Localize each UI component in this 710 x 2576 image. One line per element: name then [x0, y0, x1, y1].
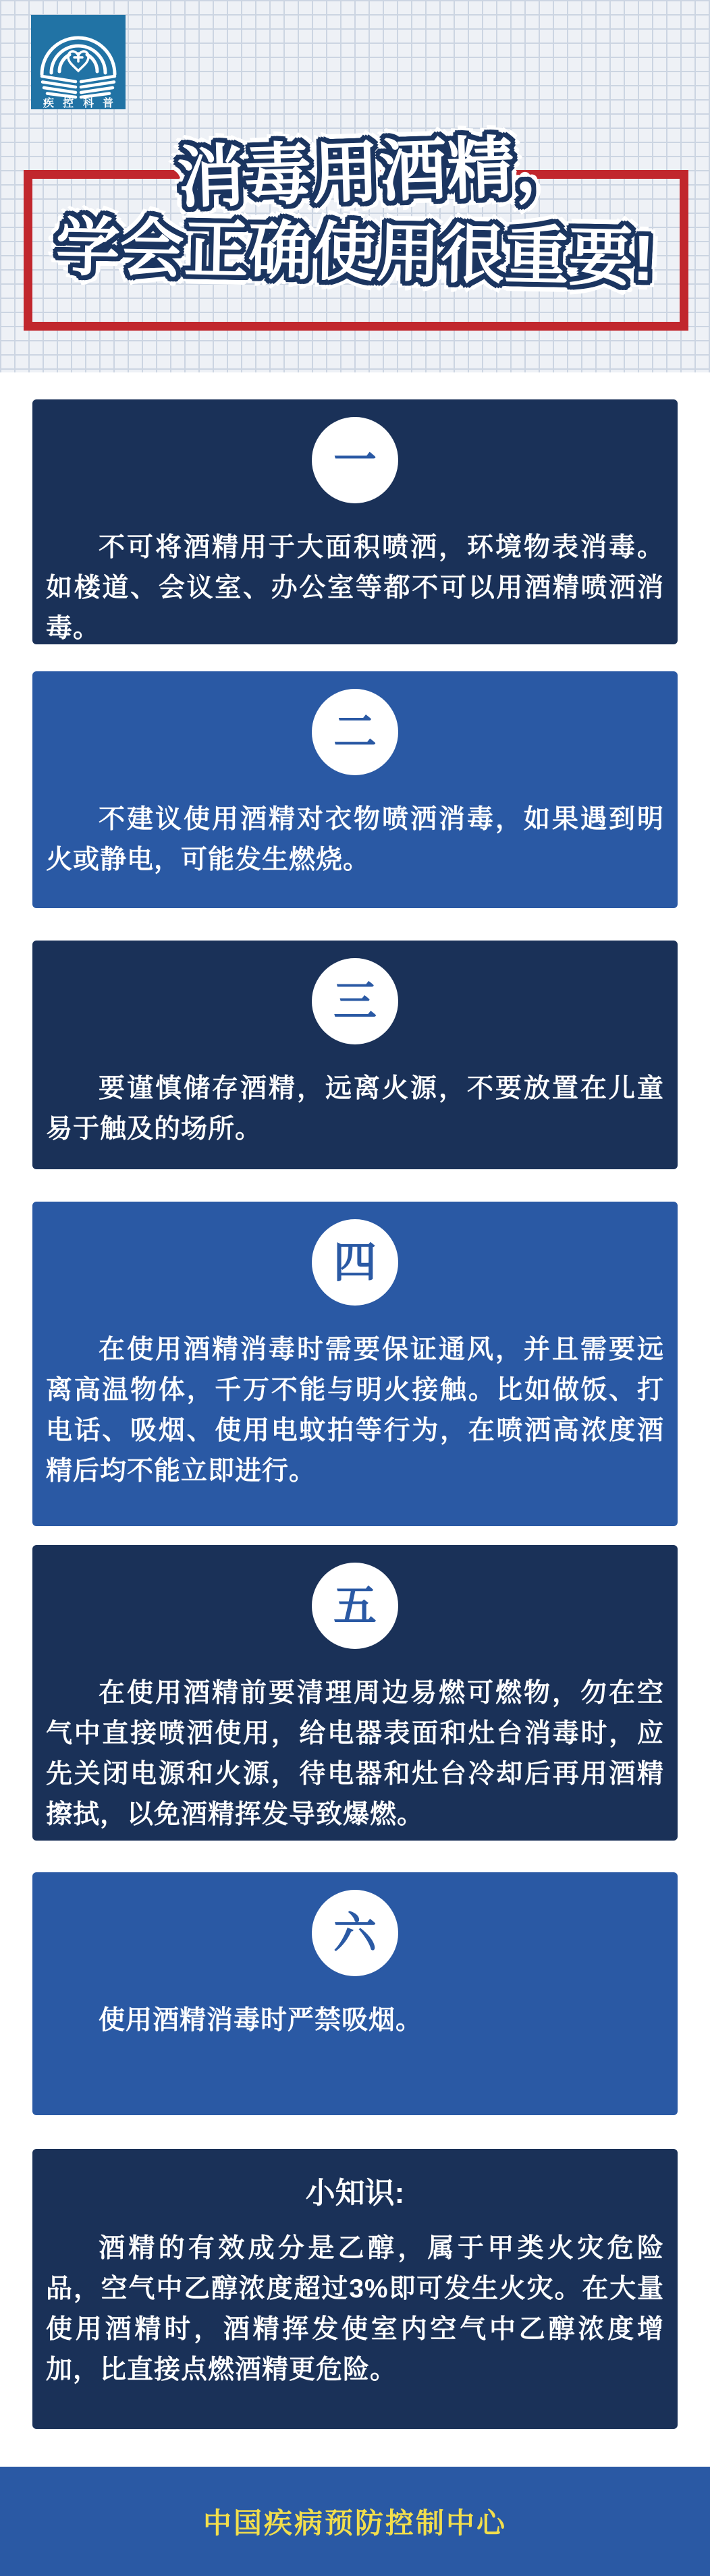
tip-card-6 [32, 1872, 678, 2115]
card-number: 一 [333, 436, 377, 484]
tip-card-3 [32, 941, 678, 1169]
tip-card-2 [32, 671, 678, 908]
number-badge [312, 958, 398, 1044]
logo-label-char: 控 [62, 98, 74, 109]
grid-header [0, 0, 710, 372]
logo-label-char: 普 [102, 98, 114, 109]
number-badge [312, 1219, 398, 1306]
card-number: 四 [333, 1238, 377, 1287]
card-text: 在使用酒精消毒时需要保证通风，并且需要远离高温物体，千万不能与明火接触。比如做饭、打电话、吸烟、使用电蚊拍等行为，在喷洒高浓度酒精后均不能立即进行。 [46, 1335, 664, 1486]
tip-card-1 [32, 399, 678, 644]
logo-label-char: 科 [82, 98, 94, 109]
footer-bar [0, 2467, 710, 2576]
card-number: 六 [333, 1909, 377, 1957]
number-badge [312, 417, 398, 503]
card-text: 不建议使用酒精对衣物喷洒消毒，如果遇到明火或静电，可能发生燃烧。 [46, 805, 664, 874]
title-line-1: 消毒用酒精， [175, 128, 583, 217]
logo-emblem-icon [31, 15, 126, 109]
number-badge [312, 689, 398, 775]
cdc-logo [31, 15, 126, 109]
footer-text: 中国疾病预防控制中心 [202, 2507, 507, 2539]
card-text: 使用酒精消毒时严禁吸烟。 [99, 2006, 423, 2035]
card-number: 三 [333, 977, 377, 1026]
card-text: 要谨慎储存酒精，远离火源，不要放置在儿童易于触及的场所。 [46, 1074, 664, 1144]
tips-text: 酒精的有效成分是乙醇，属于甲类火灾危险品，空气中乙醇浓度超过3%即可发生火灾。在大量使用酒精时，酒精挥发使室内空气中乙醇浓度增加，比直接点燃酒精更危险。 [46, 2234, 664, 2384]
number-badge [312, 1563, 398, 1649]
number-badge [312, 1890, 398, 1976]
tips-card [32, 2149, 678, 2429]
title-line-2: 学会正确使用很重要! [55, 211, 655, 295]
card-number: 五 [333, 1581, 377, 1630]
tip-card-4 [32, 1202, 678, 1526]
tip-card-5 [32, 1545, 678, 1841]
logo-label-char: 疾 [43, 98, 55, 109]
card-text: 在使用酒精前要清理周边易燃可燃物，勿在空气中直接喷洒使用，给电器表面和灶台消毒时，应先关闭电源和火源，待电器和灶台冷却后再用酒精擦拭，以免酒精挥发导致爆燃。 [46, 1679, 664, 1829]
tips-title: 小知识: [305, 2177, 405, 2210]
card-text: 不可将酒精用于大面积喷洒，环境物表消毒。如楼道、会议室、办公室等都不可以用酒精喷洒消毒。 [46, 533, 664, 643]
card-number: 二 [333, 708, 377, 756]
